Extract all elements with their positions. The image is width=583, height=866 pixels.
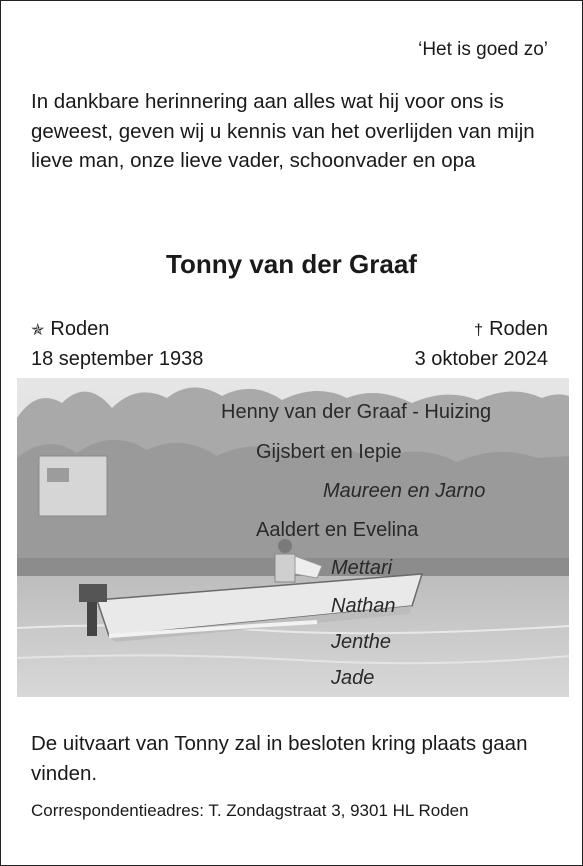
relative-line: Jade	[331, 667, 375, 689]
correspondence-address: Correspondentieadres: T. Zondagstraat 3, 9301 HL Roden	[31, 801, 469, 820]
relative-line: Gijsbert en Iepie	[256, 441, 402, 463]
relative-line: Jenthe	[331, 631, 392, 653]
relative-line: Henny van der Graaf - Huizing	[221, 401, 492, 423]
birth-date: 18 september 1938	[31, 348, 204, 370]
birth-place: Roden	[50, 318, 110, 340]
death-date: 3 oktober 2024	[414, 348, 548, 370]
cross-icon: †	[474, 322, 484, 339]
death-place: Roden	[489, 318, 548, 340]
death-info	[415, 315, 548, 373]
relative-line: Mettari	[331, 557, 393, 579]
relative-line: Maureen en Jarno	[323, 480, 486, 502]
relative-line: Nathan	[331, 595, 396, 617]
star-icon: ✯	[31, 322, 45, 339]
deceased-name: Tonny van der Graaf	[166, 249, 417, 279]
intro-text: In dankbare herinnering aan alles wat hij voor ons is geweest, geven wij u kennis van het overlijden van mijn lieve man, onze lieve vader, schoonvader en opa	[31, 90, 535, 172]
motto: ‘Het is goed zo’	[418, 39, 548, 60]
funeral-text: De uitvaart van Tonny zal in besloten kring plaats gaan vinden.	[31, 732, 528, 785]
birth-info	[31, 315, 203, 373]
relative-line: Aaldert en Evelina	[256, 519, 419, 541]
boat-photo	[17, 378, 569, 697]
